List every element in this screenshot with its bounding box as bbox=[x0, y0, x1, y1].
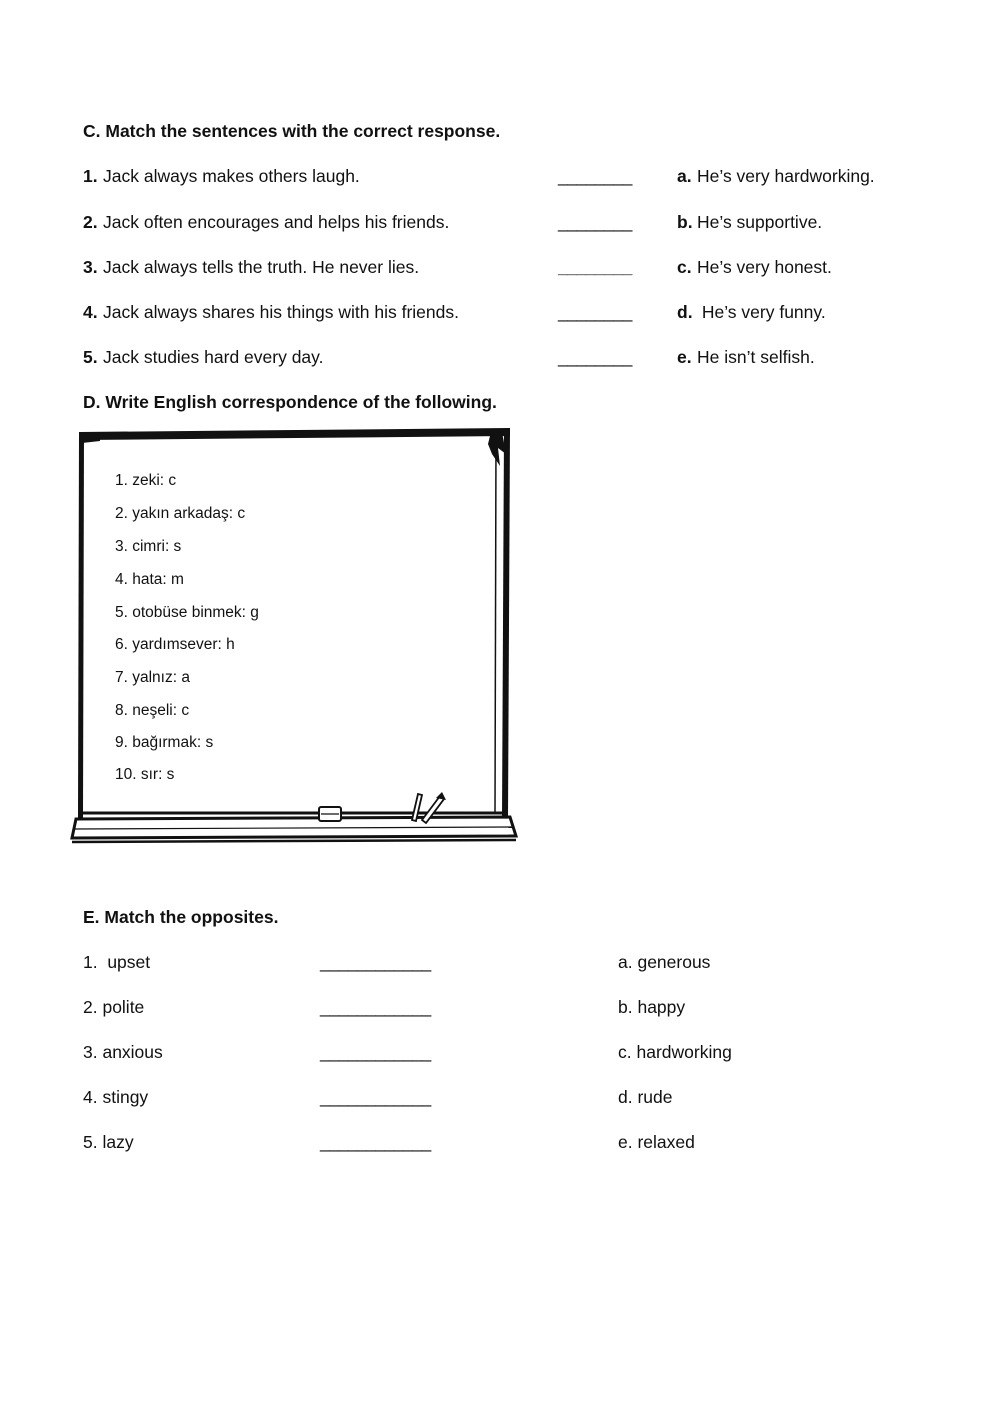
vocabulary-item: 10. sır: s bbox=[115, 766, 175, 783]
vocabulary-item: 1. zeki: c bbox=[115, 472, 177, 489]
sentence-text: Jack often encourages and helps his friends. bbox=[103, 212, 450, 232]
option-text: d. rude bbox=[618, 1087, 673, 1107]
word-text: 2. polite bbox=[83, 997, 145, 1017]
option-text: c. hardworking bbox=[618, 1042, 732, 1062]
answer-blank[interactable]: ________ bbox=[558, 166, 632, 186]
sentence-text: Jack studies hard every day. bbox=[103, 347, 324, 367]
option-text: b. happy bbox=[618, 997, 686, 1017]
answer-blank[interactable]: ____________ bbox=[320, 1132, 431, 1152]
word-text: 4. stingy bbox=[83, 1087, 149, 1107]
option-letter: b. bbox=[677, 212, 693, 232]
vocabulary-item: 7. yalnız: a bbox=[115, 669, 190, 686]
item-number: 5. bbox=[83, 347, 98, 367]
option-text: He’s very funny. bbox=[697, 302, 826, 322]
answer-blank[interactable]: ________ bbox=[558, 347, 632, 367]
word-text: 1. upset bbox=[83, 952, 151, 972]
answer-blank[interactable]: ____________ bbox=[320, 1042, 431, 1062]
answer-blank[interactable]: ____________ bbox=[320, 952, 431, 972]
answer-blank[interactable]: ________ bbox=[558, 302, 632, 322]
vocabulary-item: 8. neşeli: c bbox=[115, 702, 190, 719]
word-text: 3. anxious bbox=[83, 1042, 163, 1062]
item-number: 3. bbox=[83, 257, 98, 277]
section-c-title: C. Match the sentences with the correct response. bbox=[83, 121, 501, 141]
answer-blank[interactable]: ____________ bbox=[320, 997, 431, 1017]
answer-blank[interactable]: ____________ bbox=[320, 1087, 431, 1107]
item-number: 1. bbox=[83, 166, 98, 186]
answer-blank[interactable]: ________ bbox=[558, 212, 632, 232]
vocabulary-item: 5. otobüse binmek: g bbox=[115, 604, 259, 621]
option-text: e. relaxed bbox=[618, 1132, 695, 1152]
section-e-title: E. Match the opposites. bbox=[83, 907, 279, 927]
item-number: 4. bbox=[83, 302, 98, 322]
option-letter: d. bbox=[677, 302, 693, 322]
option-letter: e. bbox=[677, 347, 692, 367]
vocabulary-item: 6. yardımsever: h bbox=[115, 636, 235, 653]
eraser-icon bbox=[319, 807, 341, 821]
sentence-text: Jack always shares his things with his friends. bbox=[103, 302, 459, 322]
option-text: He isn’t selfish. bbox=[697, 347, 815, 367]
vocabulary-item: 2. yakın arkadaş: c bbox=[115, 505, 246, 522]
answer-blank[interactable]: ________ bbox=[558, 257, 632, 277]
option-letter: c. bbox=[677, 257, 692, 277]
word-text: 5. lazy bbox=[83, 1132, 134, 1152]
option-text: a. generous bbox=[618, 952, 711, 972]
item-number: 2. bbox=[83, 212, 98, 232]
option-text: He’s very hardworking. bbox=[697, 166, 875, 186]
sentence-text: Jack always makes others laugh. bbox=[103, 166, 360, 186]
option-text: He’s supportive. bbox=[697, 212, 823, 232]
vocabulary-item: 4. hata: m bbox=[115, 571, 184, 588]
section-d-title: D. Write English correspondence of the following. bbox=[83, 392, 497, 412]
sentence-text: Jack always tells the truth. He never lies. bbox=[103, 257, 420, 277]
vocabulary-item: 3. cimri: s bbox=[115, 538, 182, 555]
option-letter: a. bbox=[677, 166, 692, 186]
option-text: He’s very honest. bbox=[697, 257, 832, 277]
vocabulary-item: 9. bağırmak: s bbox=[115, 734, 214, 751]
